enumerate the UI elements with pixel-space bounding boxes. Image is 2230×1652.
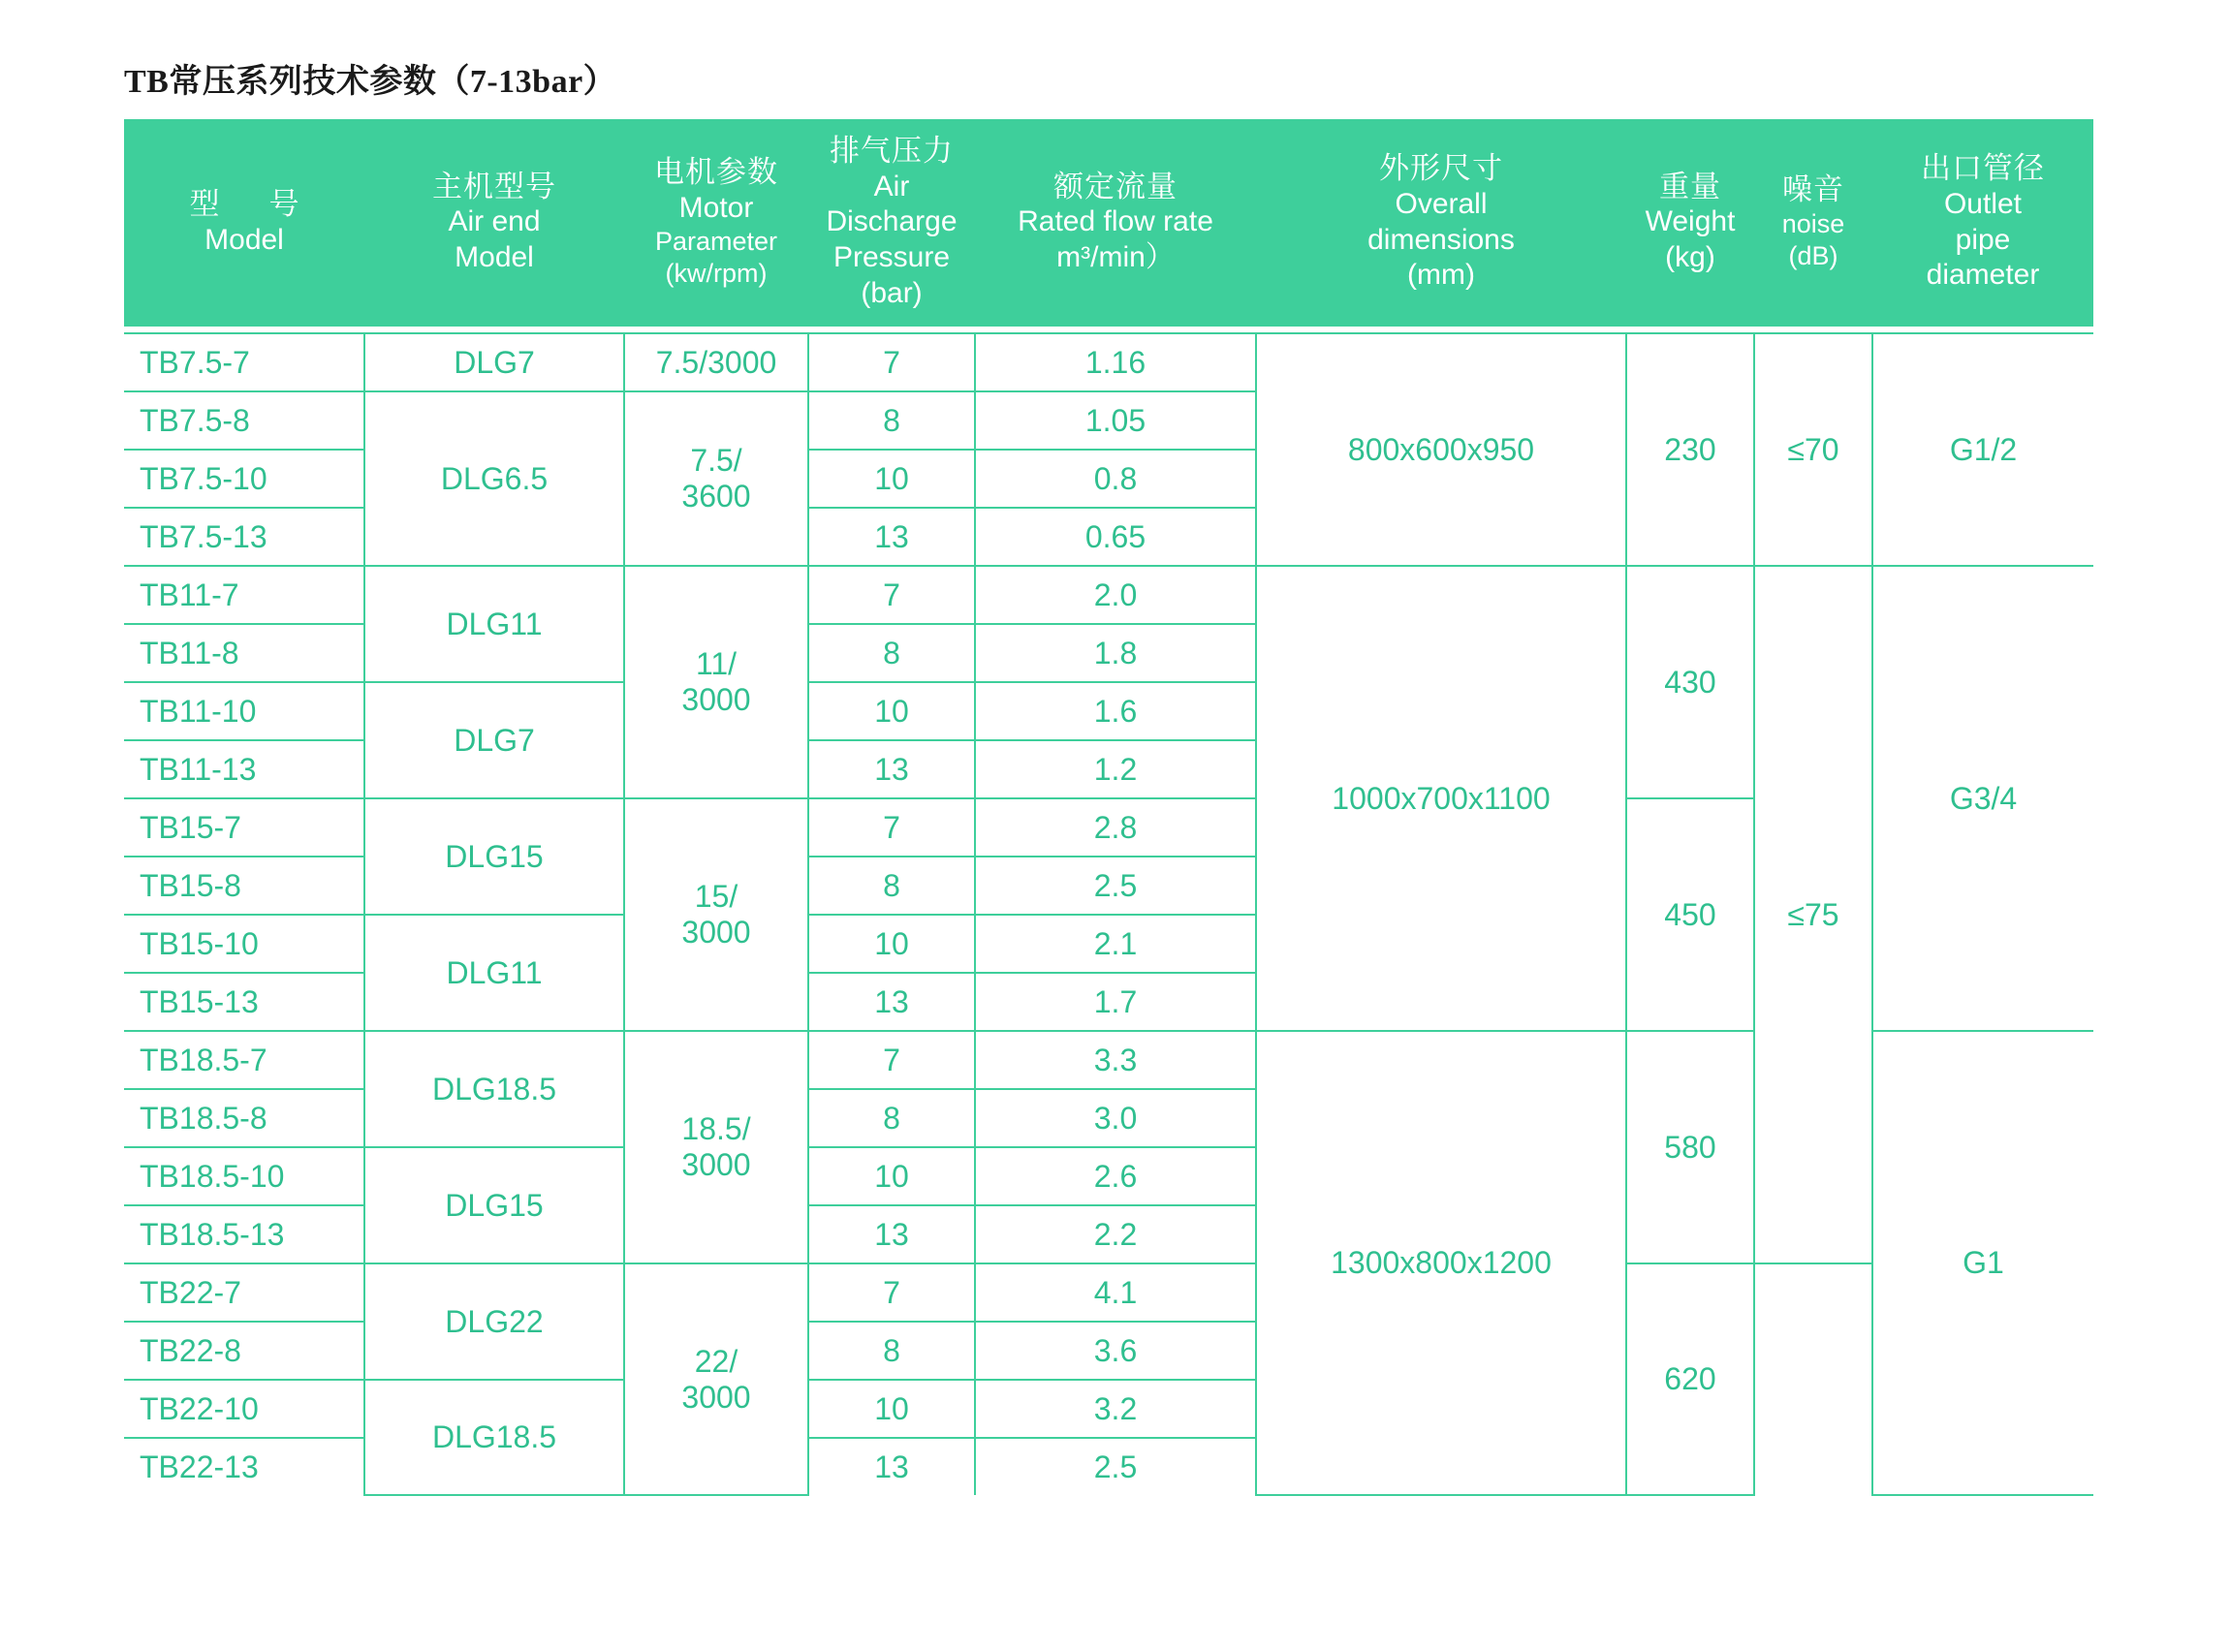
cell-model: TB15-8 bbox=[124, 857, 364, 915]
cell-pressure: 8 bbox=[808, 1322, 975, 1380]
cell-model: TB7.5-10 bbox=[124, 450, 364, 508]
column-header-overall-dimensions: 外形尺寸 Overall dimensions (mm) bbox=[1256, 119, 1626, 327]
cell-outlet: G1 bbox=[1872, 1031, 2093, 1495]
cell-model: TB22-7 bbox=[124, 1263, 364, 1322]
cell-pressure: 13 bbox=[808, 508, 975, 566]
cell-pressure: 10 bbox=[808, 450, 975, 508]
cell-model: TB18.5-10 bbox=[124, 1147, 364, 1205]
cell-flow: 0.65 bbox=[975, 508, 1256, 566]
cell-air-end: DLG18.5 bbox=[364, 1031, 624, 1147]
cell-model: TB7.5-13 bbox=[124, 508, 364, 566]
table-row bbox=[124, 1263, 2093, 1322]
cell-pressure: 7 bbox=[808, 1263, 975, 1322]
cell-pressure: 13 bbox=[808, 973, 975, 1031]
cell-dims: 1000x700x1100 bbox=[1256, 566, 1626, 1031]
cell-noise: ≤70 bbox=[1754, 333, 1872, 566]
cell-flow: 2.5 bbox=[975, 1438, 1256, 1495]
table-row bbox=[124, 1380, 2093, 1438]
cell-pressure: 7 bbox=[808, 566, 975, 624]
header-row bbox=[124, 119, 2093, 327]
cell-flow: 3.3 bbox=[975, 1031, 1256, 1089]
cell-model: TB11-8 bbox=[124, 624, 364, 682]
cell-model: TB7.5-7 bbox=[124, 333, 364, 391]
cell-weight: 620 bbox=[1626, 1263, 1754, 1495]
cell-flow: 3.2 bbox=[975, 1380, 1256, 1438]
table-header bbox=[124, 119, 2093, 327]
cell-air-end: DLG7 bbox=[364, 333, 624, 391]
cell-flow: 1.6 bbox=[975, 682, 1256, 740]
cell-model: TB18.5-8 bbox=[124, 1089, 364, 1147]
cell-model: TB22-13 bbox=[124, 1438, 364, 1495]
cell-flow: 1.16 bbox=[975, 333, 1256, 391]
column-header-outlet-pipe-diameter: 出口管径 Outlet pipe diameter bbox=[1872, 119, 2093, 327]
cell-flow: 4.1 bbox=[975, 1263, 1256, 1322]
cell-air-end: DLG7 bbox=[364, 682, 624, 798]
cell-outlet: G3/4 bbox=[1872, 566, 2093, 1031]
cell-motor: 11/ 3000 bbox=[624, 566, 808, 798]
cell-model: TB15-13 bbox=[124, 973, 364, 1031]
cell-flow: 2.1 bbox=[975, 915, 1256, 973]
cell-air-end: DLG11 bbox=[364, 566, 624, 682]
header-body-gap bbox=[124, 327, 2093, 333]
cell-flow: 2.6 bbox=[975, 1147, 1256, 1205]
table-body bbox=[124, 327, 2093, 1495]
cell-motor: 18.5/ 3000 bbox=[624, 1031, 808, 1263]
cell-flow: 3.6 bbox=[975, 1322, 1256, 1380]
cell-flow: 0.8 bbox=[975, 450, 1256, 508]
cell-air-end: DLG6.5 bbox=[364, 391, 624, 566]
cell-pressure: 7 bbox=[808, 1031, 975, 1089]
table-row bbox=[124, 333, 2093, 391]
cell-flow: 2.8 bbox=[975, 798, 1256, 857]
cell-model: TB11-13 bbox=[124, 740, 364, 798]
cell-model: TB22-8 bbox=[124, 1322, 364, 1380]
cell-outlet: G1/2 bbox=[1872, 333, 2093, 566]
cell-motor: 22/ 3000 bbox=[624, 1263, 808, 1495]
page-title: TB常压系列技术参数（7-13bar） bbox=[124, 64, 617, 100]
column-header-air-end-model: 主机型号 Air end Model bbox=[364, 119, 624, 327]
cell-flow: 3.0 bbox=[975, 1089, 1256, 1147]
cell-pressure: 10 bbox=[808, 1147, 975, 1205]
spec-table-container bbox=[124, 119, 2093, 1496]
cell-pressure: 8 bbox=[808, 1089, 975, 1147]
column-header-weight: 重量 Weight (kg) bbox=[1626, 119, 1754, 327]
column-header-air-discharge-pressure: 排气压力 Air Discharge Pressure (bar) bbox=[808, 119, 975, 327]
cell-pressure: 13 bbox=[808, 1205, 975, 1263]
cell-weight: 430 bbox=[1626, 566, 1754, 798]
cell-weight: 230 bbox=[1626, 333, 1754, 566]
cell-model: TB18.5-13 bbox=[124, 1205, 364, 1263]
cell-model: TB22-10 bbox=[124, 1380, 364, 1438]
cell-flow: 1.7 bbox=[975, 973, 1256, 1031]
cell-flow: 1.2 bbox=[975, 740, 1256, 798]
cell-dims: 800x600x950 bbox=[1256, 333, 1626, 566]
cell-air-end: DLG18.5 bbox=[364, 1380, 624, 1495]
cell-motor: 15/ 3000 bbox=[624, 798, 808, 1031]
cell-pressure: 10 bbox=[808, 682, 975, 740]
cell-weight: 580 bbox=[1626, 1031, 1754, 1263]
cell-air-end: DLG15 bbox=[364, 1147, 624, 1263]
cell-model: TB15-10 bbox=[124, 915, 364, 973]
cell-pressure: 7 bbox=[808, 798, 975, 857]
cell-model: TB18.5-7 bbox=[124, 1031, 364, 1089]
cell-pressure: 13 bbox=[808, 740, 975, 798]
cell-pressure: 10 bbox=[808, 915, 975, 973]
cell-weight: 450 bbox=[1626, 798, 1754, 1031]
cell-flow: 1.05 bbox=[975, 391, 1256, 450]
cell-pressure: 10 bbox=[808, 1380, 975, 1438]
cell-air-end: DLG22 bbox=[364, 1263, 624, 1380]
table-row bbox=[124, 566, 2093, 624]
cell-pressure: 8 bbox=[808, 857, 975, 915]
cell-flow: 1.8 bbox=[975, 624, 1256, 682]
cell-air-end: DLG15 bbox=[364, 798, 624, 915]
cell-model: TB11-7 bbox=[124, 566, 364, 624]
column-header-motor-parameter: 电机参数 Motor Parameter (kw/rpm) bbox=[624, 119, 808, 327]
column-header-rated-flow-rate: 额定流量 Rated flow rate m³/min） bbox=[975, 119, 1256, 327]
cell-motor: 7.5/ 3600 bbox=[624, 391, 808, 566]
column-header-model: 型 号 Model bbox=[124, 119, 364, 327]
cell-model: TB7.5-8 bbox=[124, 391, 364, 450]
cell-flow: 2.0 bbox=[975, 566, 1256, 624]
column-header-noise: 噪音 noise (dB) bbox=[1754, 119, 1872, 327]
cell-pressure: 7 bbox=[808, 333, 975, 391]
cell-dims: 1300x800x1200 bbox=[1256, 1031, 1626, 1495]
cell-pressure: 8 bbox=[808, 391, 975, 450]
spec-table bbox=[124, 119, 2093, 1496]
cell-pressure: 13 bbox=[808, 1438, 975, 1495]
cell-noise: ≤75 bbox=[1754, 566, 1872, 1263]
cell-model: TB15-7 bbox=[124, 798, 364, 857]
cell-pressure: 8 bbox=[808, 624, 975, 682]
cell-flow: 2.2 bbox=[975, 1205, 1256, 1263]
cell-flow: 2.5 bbox=[975, 857, 1256, 915]
cell-motor: 7.5/3000 bbox=[624, 333, 808, 391]
cell-air-end: DLG11 bbox=[364, 915, 624, 1031]
cell-model: TB11-10 bbox=[124, 682, 364, 740]
